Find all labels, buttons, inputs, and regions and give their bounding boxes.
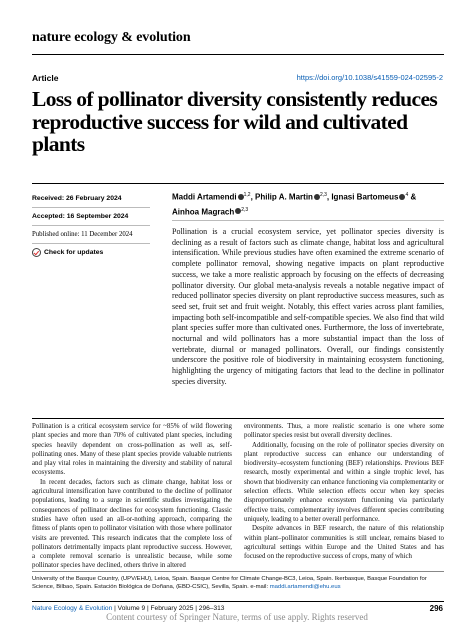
published-date: Published online: 11 December 2024 (32, 226, 150, 244)
check-updates-label: Check for updates (44, 249, 104, 256)
body-column-left (32, 422, 232, 571)
check-updates-icon (32, 248, 41, 257)
body-paragraph: Despite advances in BEF research, the nature of this relationship within plant–pollinator communities is still unclear, remains biased to agricultural settings within Europe and the United States and has focused on the reproductive success of crops, many of which (244, 525, 444, 561)
affiliation-divider (32, 571, 444, 572)
footer-journal-link[interactable]: Nature Ecology & Evolution (32, 605, 113, 612)
author-divider (172, 220, 444, 221)
affiliations (32, 575, 444, 591)
author-list (172, 189, 444, 218)
title-divider (32, 183, 444, 184)
author-name[interactable]: Maddi Artamendi (172, 192, 237, 202)
journal-name: nature ecology & evolution (32, 30, 191, 45)
affiliation-ref: 1,2 (243, 192, 251, 198)
body-paragraph: Additionally, focusing on the role of pollinator species diversity on plant reproductive success can enhance our understanding of biodiversity–ecosystem functioning (BEF) relationships. Previous BEF research, mostly experimental and within a single trophic level, has shown that biodiversity can enhance functioning via complementarity or selection effects. While selection effects occur when key species disproportionately enhance ecosystem functioning via particularly effective traits, complementarity involves different species contributing uniquely, leading to a better overall performance. (244, 441, 444, 523)
footer-issue: | Volume 9 | February 2025 | 296–313 (112, 605, 225, 612)
affiliation-ref: 4 (405, 192, 409, 198)
affiliation-ref: 2,3 (241, 206, 249, 213)
body-paragraph: Pollination is a critical ecosystem service for ~85% of wild flowering plant species and more than 70% of cultivated plant species, including species heavily dependent on cross-pollination as well as, self-pollinating ones. Many of these plant species provide valuable nutrients and play vital roles in maintaining the diversity and stability of natural ecosystems. (32, 423, 232, 477)
footer-citation (32, 605, 224, 612)
body-paragraph: In recent decades, factors such as climate change, habitat loss or agricultural intensification have contributed to the decline of pollinator populations, leading to a surge in scientific studies investigating the consequences of pollinator declines for ecosystem functioning. Classic studies have often used an all-or-nothing approach, comparing the fitness of plants open to pollinator visitation with those where pollinator visits are prevented. This research indicates that the complete loss of pollinators detrimentally impacts plant reproductive success. However, a complete removal scenario is unrealistic because, while some pollinator species have declined, others thrive in altered (32, 478, 232, 570)
author-name[interactable]: Ainhoa Magrach (172, 207, 235, 217)
page-number: 296 (429, 604, 443, 613)
email-label: e-mail: (250, 584, 269, 591)
affiliation-text: University of the Basque Country, (UPV/EHU), Leioa, Spain. Basque Centre for Climate Change-BC3, Leioa, Spain. Ikerbasque, Basque Foundation for Science, Bilbao, Spain. Estación Biológica de Doñana, (EBD-CSIC), Sevilla, Spain. (32, 576, 427, 591)
header-divider (32, 54, 444, 55)
check-for-updates-button[interactable] (32, 248, 150, 257)
article-dates (32, 190, 150, 257)
body-column-right (244, 422, 444, 561)
courtesy-watermark: Content courtesy of Springer Nature, terms of use apply. Rights reserved (106, 612, 368, 622)
doi-link[interactable]: https://doi.org/10.1038/s41559-024-02595-2 (296, 73, 443, 82)
article-title: Loss of pollinator diversity consistently reduces reproductive success for wild and cultivated plants (32, 87, 438, 156)
article-type-label: Article (32, 73, 59, 83)
author-name[interactable]: , Ignasi Bartomeus (326, 192, 399, 202)
abstract: Pollination is a crucial ecosystem service, yet pollinator species diversity is declining as a result of factors such as climate change, habitat loss and agricultural intensification. While previous studies have often examined the extreme scenario of complete pollinator removal, showing negative impacts on plant reproductive success, we take a more realistic approach by focusing on the effects of decreasing pollinator diversity. Our global meta-analysis reveals a notable negative impact of reduced pollinator species diversity on plant reproductive success measures, such as seed set, fruit set and fruit weight. Notably, this effect varies across plant families, impacting both self-incompatible and self-compatible species. We also find that wild plant species suffer more than cultivated ones. Furthermore, the loss of invertebrate, nocturnal and wild pollinators has a more substantial impact than the loss of vertebrate, diurnal or managed pollinators. Overall, our findings consistently underscore the positive role of biodiversity in maintaining ecosystem functioning, highlighting the urgency of mitigating factors that lead to the decline in pollinator species diversity. (172, 227, 444, 386)
body-divider (32, 418, 444, 419)
received-date: Received: 26 February 2024 (32, 190, 150, 208)
accepted-date: Accepted: 16 September 2024 (32, 208, 150, 226)
body-paragraph: environments. Thus, a more realistic scenario is one where some pollinator species resist but overall diversity declines. (244, 423, 444, 440)
footer-divider (32, 601, 444, 602)
email-link[interactable]: maddi.artamendi@ehu.eus (269, 584, 341, 591)
affiliation-ref: 2,3 (319, 192, 327, 198)
author-name[interactable]: , Philip A. Martin (250, 192, 313, 202)
author-separator: & (408, 192, 417, 202)
